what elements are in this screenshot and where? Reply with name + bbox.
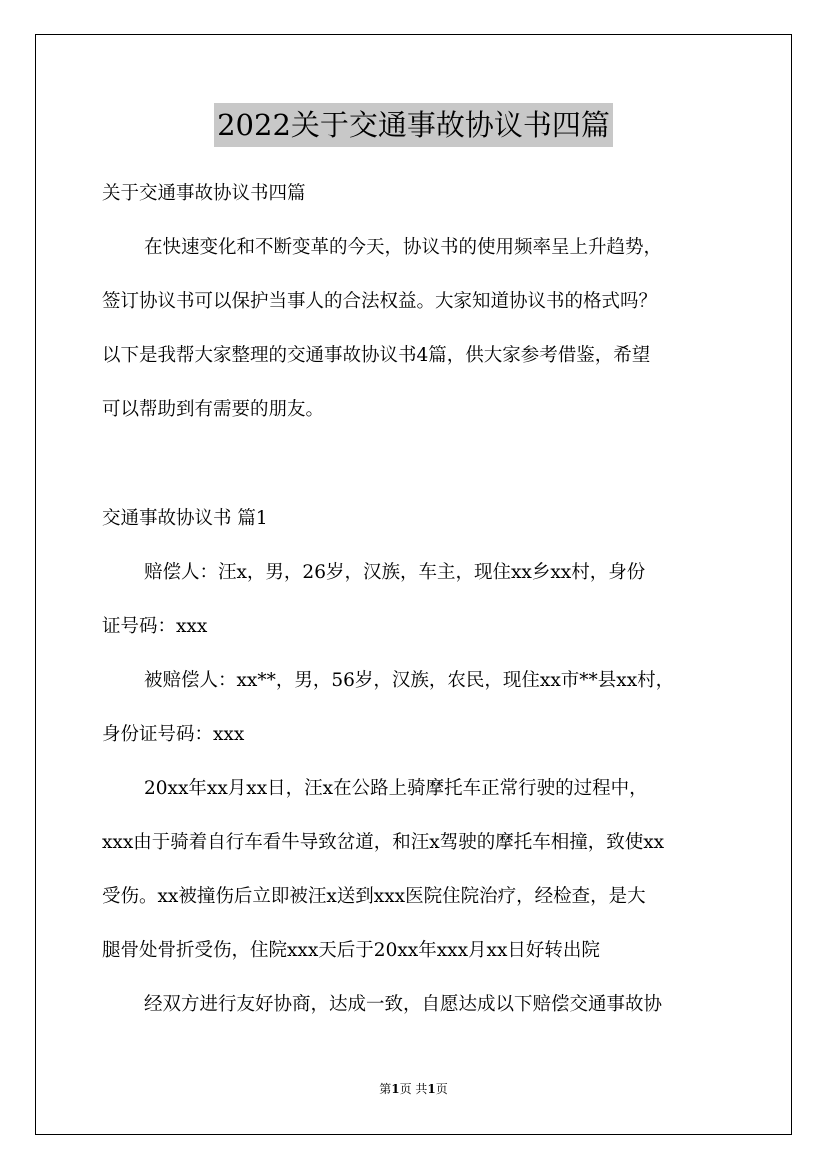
- footer-suffix: 页: [435, 1082, 448, 1096]
- footer-prefix: 第: [379, 1082, 392, 1096]
- footer-page-number: 1: [391, 1082, 400, 1096]
- document-title: 2022关于交通事故协议书四篇: [214, 103, 613, 147]
- title-container: [0, 103, 827, 147]
- paragraph-line: 受伤。xx被撞伤后立即被汪x送到xxx医院住院治疗，经检查，是大: [102, 886, 646, 907]
- paragraph-line: 证号码：xxx: [102, 616, 208, 637]
- paragraph-line: 20xx年xx月xx日，汪x在公路上骑摩托车正常行驶的过程中，: [144, 778, 648, 799]
- page-footer: [0, 1081, 827, 1097]
- footer-mid: 页 共: [399, 1082, 428, 1096]
- paragraph-line: 身份证号码：xxx: [102, 724, 245, 745]
- paragraph-line: 以下是我帮大家整理的交通事故协议书4篇，供大家参考借鉴，希望: [102, 345, 651, 366]
- subtitle: 关于交通事故协议书四篇: [102, 183, 306, 204]
- section-heading: 交通事故协议书 篇1: [102, 508, 268, 529]
- paragraph-line: xxx由于骑着自行车看牛导致岔道，和汪x驾驶的摩托车相撞，致使xx: [102, 832, 665, 853]
- paragraph-line: 被赔偿人：xx**，男，56岁，汉族，农民，现住xx市**县xx村，: [144, 670, 675, 691]
- paragraph-line: 签订协议书可以保护当事人的合法权益。大家知道协议书的格式吗？: [102, 291, 658, 312]
- paragraph-line: 腿骨处骨折受伤，住院xxx天后于20xx年xxx月xx日好转出院: [102, 940, 600, 961]
- footer-page-total: 1: [427, 1082, 436, 1096]
- paragraph-line: 可以帮助到有需要的朋友。: [102, 399, 325, 420]
- paragraph-line: 经双方进行友好协商，达成一致，自愿达成以下赔偿交通事故协: [144, 994, 663, 1015]
- paragraph-line: 赔偿人：汪x，男，26岁，汉族，车主，现住xx乡xx村，身份: [144, 562, 646, 583]
- paragraph-line: 在快速变化和不断变革的今天，协议书的使用频率呈上升趋势，: [144, 237, 663, 258]
